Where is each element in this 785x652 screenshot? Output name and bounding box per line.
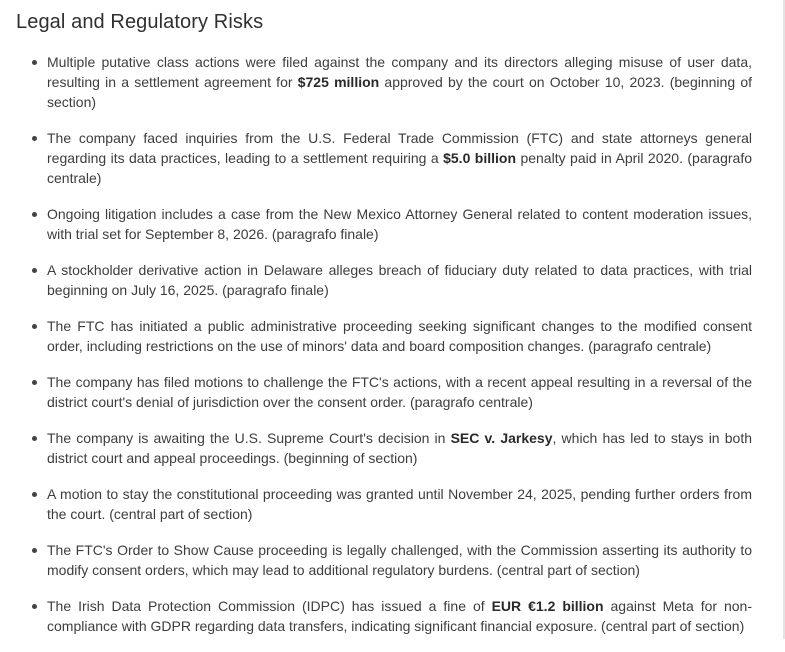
item-text: against Meta for non-compliance with GDPR regarding data transfers, indicating significant financial exposure. (central part of section) — [47, 598, 753, 634]
item-text: The company is awaiting the U.S. Supreme Court's decision in — [47, 430, 451, 446]
item-text: penalty paid in April 2020. (paragrafo centrale) — [47, 150, 752, 186]
item-text: The company has filed motions to challenge the FTC's actions, with a recent appeal resulting in a reversal of the district court's denial of jurisdiction over the consent order. (paragrafo centrale) — [47, 374, 752, 410]
list-item — [47, 372, 752, 412]
item-text: approved by the court on October 10, 2023. (beginning of section) — [47, 74, 752, 110]
risk-list — [0, 52, 752, 652]
item-text: The FTC's Order to Show Cause proceeding is legally challenged, with the Commission asserting its authority to modify consent orders, which may lead to additional regulatory burdens. (central part of section) — [47, 542, 752, 578]
item-text: The FTC has initiated a public administrative proceeding seeking significant changes to the modified consent order, including restrictions on the use of minors' data and board composition changes. (paragrafo centrale) — [47, 318, 752, 354]
list-item — [47, 52, 752, 112]
list-item — [47, 596, 752, 636]
list-item — [47, 484, 752, 524]
item-text: The company faced inquiries from the U.S. Federal Trade Commission (FTC) and state attorneys general regarding its data practices, leading to a settlement requiring a — [47, 130, 752, 166]
section-heading: Legal and Regulatory Risks — [16, 11, 264, 33]
list-item — [47, 128, 752, 188]
item-emphasis: $5.0 billion — [443, 150, 517, 166]
item-text: The Irish Data Protection Commission (IDPC) has issued a fine of — [47, 598, 492, 614]
list-item — [47, 204, 752, 244]
item-text: Ongoing litigation includes a case from the New Mexico Attorney General related to content moderation issues, with trial set for September 8, 2026. (paragrafo finale) — [47, 206, 752, 242]
item-text: Multiple putative class actions were filed against the company and its directors alleging misuse of user data, resulting in a settlement agreement for — [47, 54, 752, 90]
list-item — [47, 260, 752, 300]
item-emphasis: SEC v. Jarkesy — [450, 430, 553, 446]
item-text: A motion to stay the constitutional proceeding was granted until November 24, 2025, pending further orders from the court. (central part of section) — [47, 486, 752, 522]
item-emphasis: EUR €1.2 billion — [491, 598, 604, 614]
item-text: , which has led to stays in both district court and appeal proceedings. (beginning of section) — [47, 430, 752, 466]
list-item — [47, 428, 752, 468]
item-text: A stockholder derivative action in Delaware alleges breach of fiduciary duty related to data practices, with trial beginning on July 16, 2025. (paragrafo finale) — [47, 262, 752, 298]
item-emphasis: $725 million — [297, 74, 380, 90]
list-item — [47, 316, 752, 356]
list-item — [47, 540, 752, 580]
